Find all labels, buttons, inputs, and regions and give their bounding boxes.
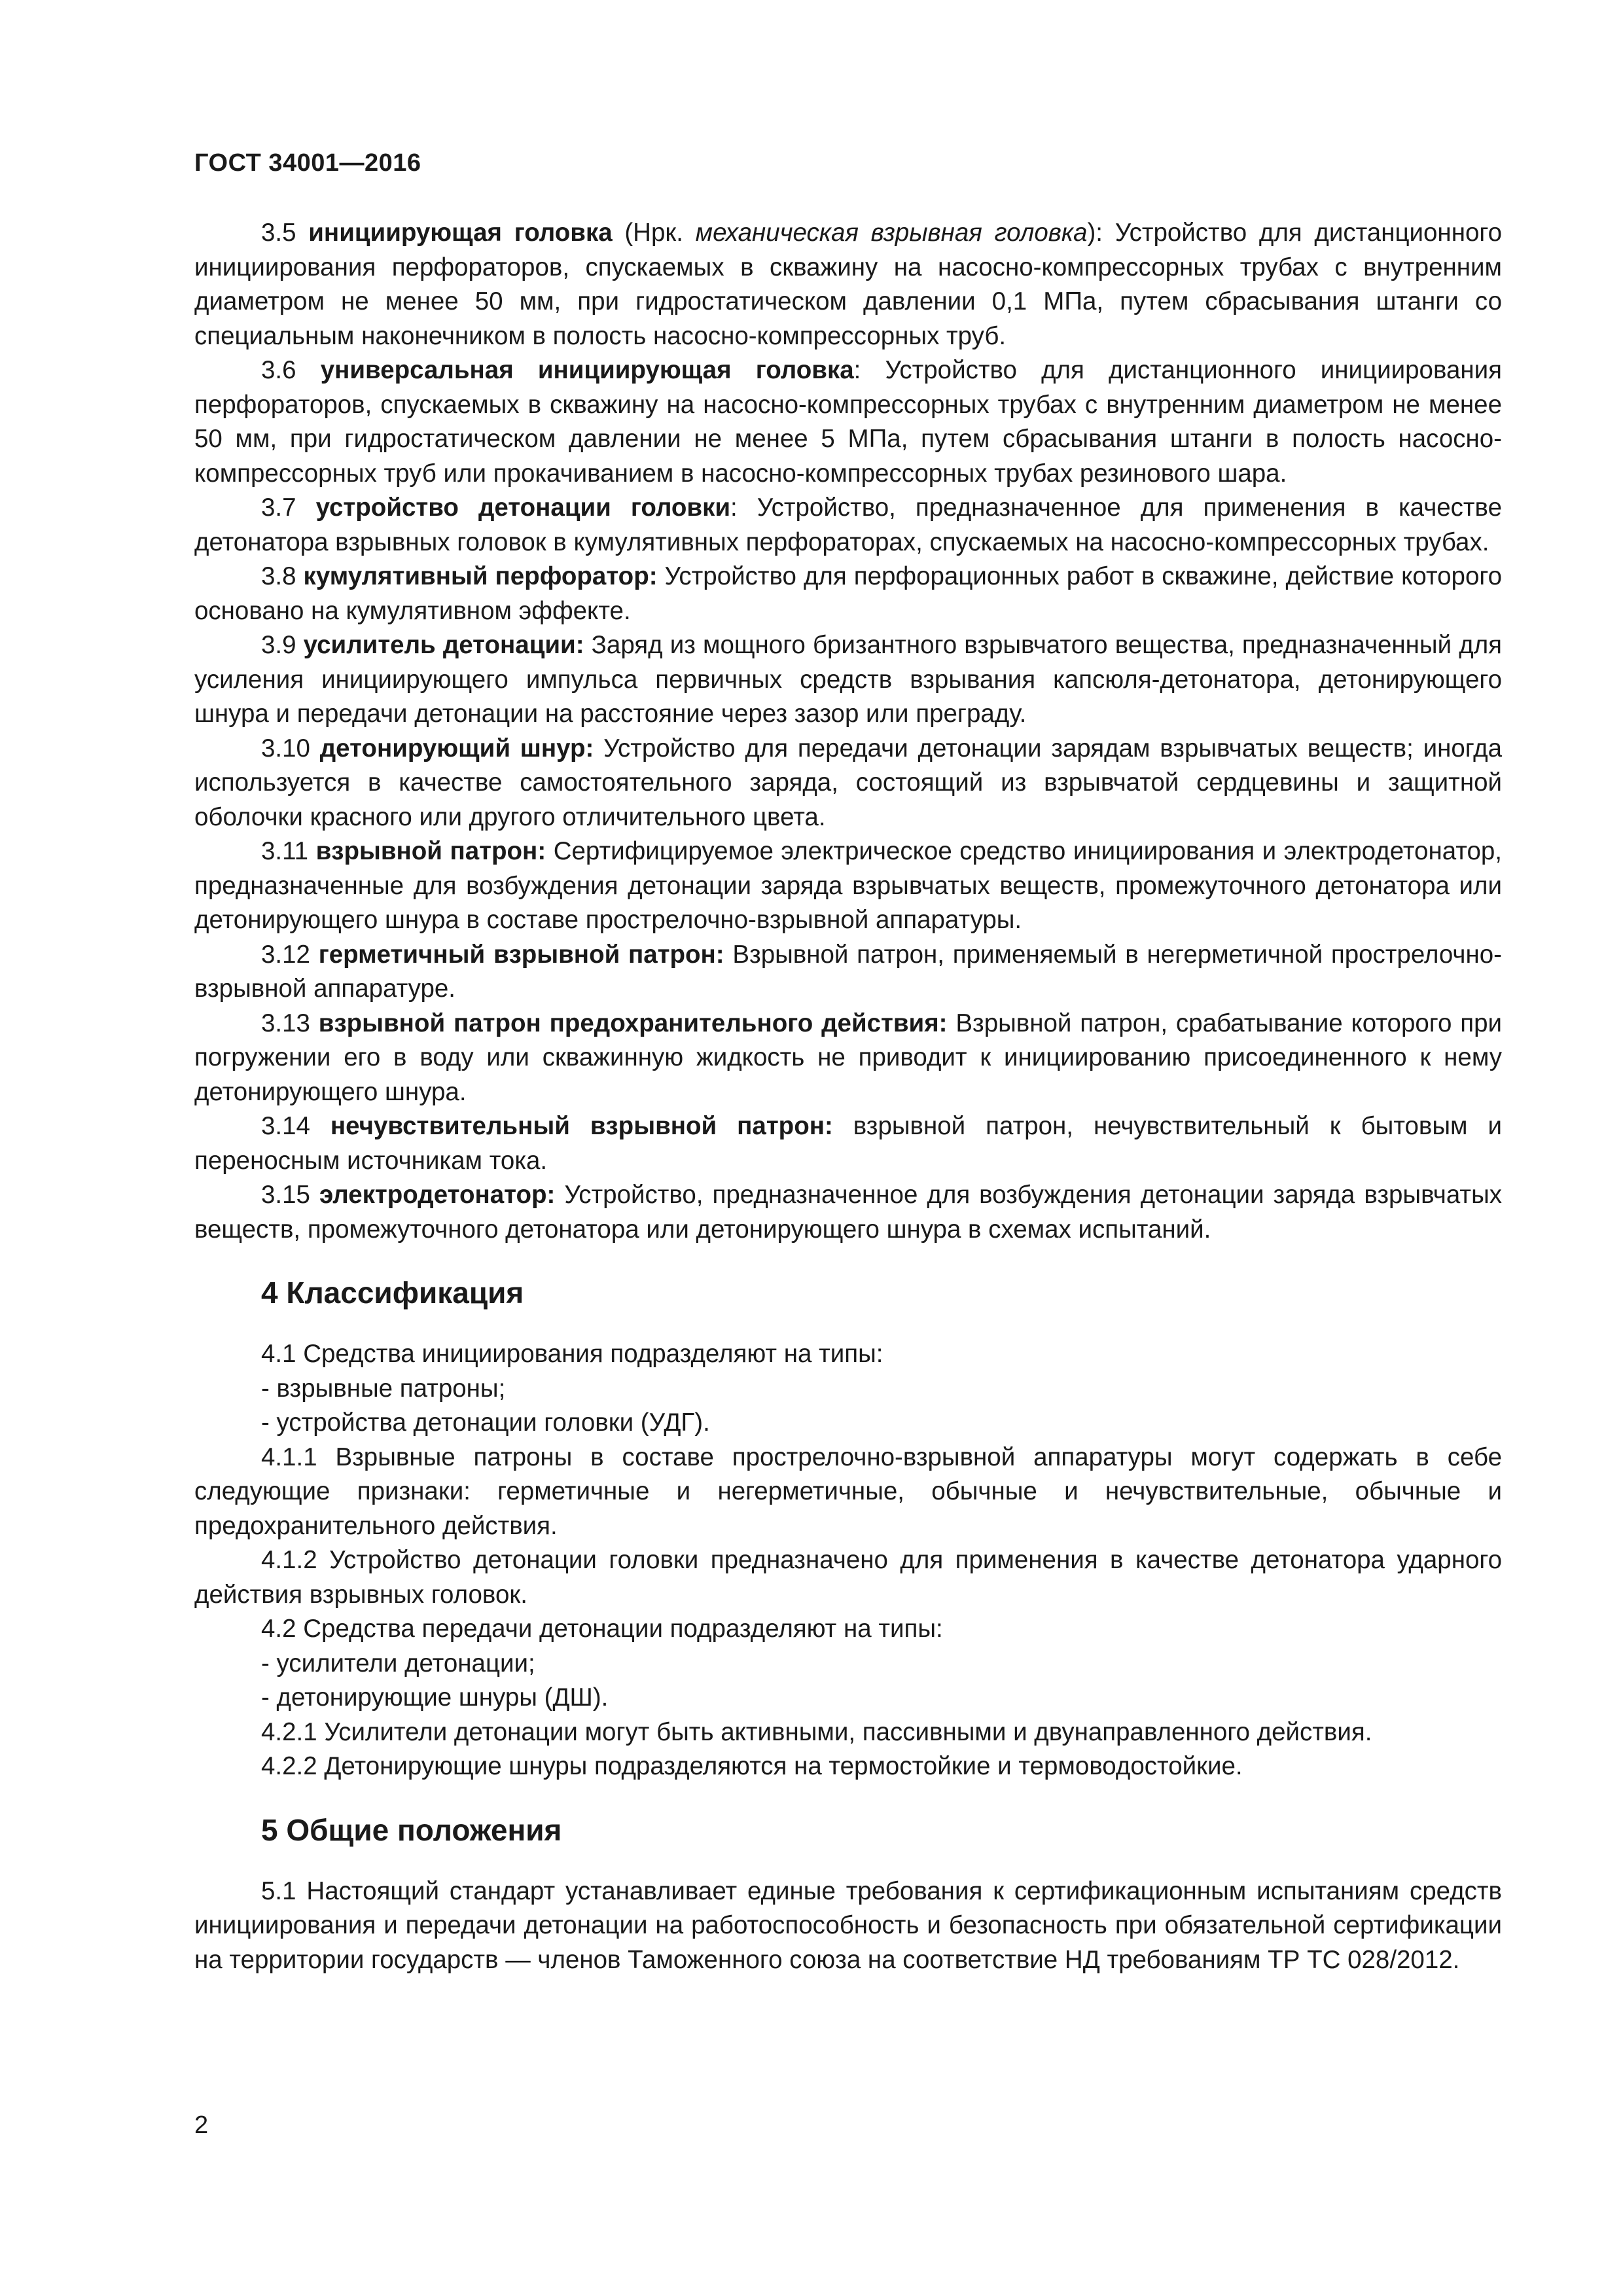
definition: взрывной патрон, нечувствительный к бытовым и переносным источникам тока. (194, 1112, 1503, 1175)
term: нечувствительный взрывной патрон: (330, 1112, 833, 1140)
clause-number: 3.7 (261, 493, 296, 522)
term: универсальная инициирующая головка (320, 356, 854, 384)
page-number: 2 (194, 2111, 209, 2139)
definition: : Устройство для дистанционного инициирования перфораторов, спускаемых в скважину на насосно-компрессорных трубах с внутренним диаметром не менее 50 мм, при гидростатическом давлении не менее 5 МПа, путем сбрасывания штанги в полость насосно-компрессорных труб или прокачиванием в насосно-компрессорных трубах резинового шара. (194, 356, 1502, 488)
clause-4-2: 4.2 Средства передачи детонации подразделяют на типы: (261, 1615, 943, 1643)
list-item: - взрывные патроны; (261, 1374, 506, 1403)
clause-4-1: 4.1 Средства инициирования подразделяют на типы: (261, 1340, 883, 1368)
section-4-heading: 4 Классификация (261, 1276, 524, 1310)
document-body (194, 216, 1502, 1977)
clause-3-15 (194, 1178, 1502, 1247)
clause-number: 3.8 (261, 562, 296, 590)
document-code: ГОСТ 34001—2016 (194, 149, 421, 177)
term: электродетонатор: (319, 1181, 556, 1209)
definition: Заряд из мощного бризантного взрывчатого вещества, предназначенный для усиления инициирующего импульса первичных средств взрывания капсюля-детонатора, детонирующего шнура и передачи детонации на расстояние через зазор или преграду. (194, 631, 1503, 728)
clause-4-2-1: 4.2.1 Усилители детонации могут быть активными, пассивными и двунаправленного действия. (261, 1717, 1372, 1746)
clause-number: 3.11 (261, 837, 309, 865)
clause-3-13 (194, 1007, 1502, 1110)
clause-3-14 (194, 1109, 1502, 1178)
term: взрывной патрон: (315, 837, 546, 865)
clause-number: 3.14 (261, 1112, 310, 1140)
definition: ): Устройство для дистанционного инициирования перфораторов, спускаемых в скважину на насосно-компрессорных трубах с внутренним диаметром не менее 50 мм, при гидростатическом давлении 0,1 МПа, путем сбрасывания штанги со специальным наконечником в полость насосно-компрессорных труб. (194, 219, 1502, 350)
definition: Устройство для перфорационных работ в скважине, действие которого основано на кумулятивном эффекте. (194, 562, 1502, 625)
term-note-prefix: (Нрк. (624, 219, 683, 247)
definition: : Устройство, предназначенное для применения в качестве детонатора взрывных головок в кумулятивных перфораторах, спускаемых на насосно-компрессорных трубах. (194, 493, 1502, 556)
definition: Взрывной патрон, применяемый в негерметичной прострелочно-взрывной аппаратуре. (194, 940, 1502, 1003)
clause-number: 3.15 (261, 1181, 310, 1209)
clause-number: 3.10 (261, 734, 310, 762)
term: усилитель детонации: (303, 631, 584, 659)
clause-3-10 (194, 732, 1502, 835)
clause-number: 3.5 (261, 219, 296, 247)
clause-number: 3.13 (261, 1009, 310, 1037)
clause-3-11 (194, 834, 1502, 938)
clause-3-7 (194, 491, 1502, 560)
definition: Устройство, предназначенное для возбуждения детонации заряда взрывчатых веществ, промежуточного детонатора или детонирующего шнура в схемах испытаний. (194, 1181, 1502, 1244)
clause-3-6 (194, 353, 1502, 491)
term: взрывной патрон предохранительного действия: (318, 1009, 948, 1037)
clause-5-1: 5.1 Настоящий стандарт устанавливает единые требования к сертификационным испытаниям средств инициирования и передачи детонации на работоспособность и безопасность при обязательной сертификации на территории государств — членов Таможенного союза на соответствие НД требованиям ТР ТС 028/2012. (194, 1876, 1502, 1974)
term: герметичный взрывной патрон: (318, 940, 724, 969)
clause-number: 3.6 (261, 356, 296, 384)
definition: Взрывной патрон, срабатывание которого при погружении его в воду или скважинную жидкость не приводит к инициированию присоединенного к нему детонирующего шнура. (194, 1009, 1502, 1106)
term-alternative: механическая взрывная головка (695, 219, 1088, 247)
clause-4-2-2: 4.2.2 Детонирующие шнуры подразделяются на термостойкие и термоводостойкие. (261, 1752, 1243, 1780)
term: кумулятивный перфоратор: (303, 562, 658, 590)
term: устройство детонации головки (315, 493, 731, 522)
term: детонирующий шнур: (319, 734, 594, 762)
clause-number: 3.9 (261, 631, 296, 659)
list-item: - детонирующие шнуры (ДШ). (261, 1683, 609, 1712)
list-item: - устройства детонации головки (УДГ). (261, 1408, 710, 1437)
clause-4-1-2: 4.1.2 Устройство детонации головки предназначено для применения в качестве детонатора ударного действия взрывных головок. (194, 1546, 1502, 1609)
clause-3-5 (194, 216, 1502, 353)
definition: Сертифицируемое электрическое средство инициирования и электродетонатор, предназначенные для возбуждения детонации заряда взрывчатых веществ, промежуточного детонатора или детонирующего шнура в составе прострелочно-взрывной аппаратуры. (194, 837, 1502, 934)
clause-3-8 (194, 560, 1502, 628)
term: инициирующая головка (308, 219, 613, 247)
section-5-heading: 5 Общие положения (261, 1812, 562, 1847)
clause-number: 3.12 (261, 940, 310, 969)
clause-3-12 (194, 938, 1502, 1007)
definition: Устройство для передачи детонации зарядам взрывчатых веществ; иногда используется в качестве самостоятельного заряда, состоящий из взрывчатой сердцевины и защитной оболочки красного или другого отличительного цвета. (194, 734, 1502, 831)
clause-3-9 (194, 628, 1502, 732)
clause-4-1-1: 4.1.1 Взрывные патроны в составе прострелочно-взрывной аппаратуры могут содержать в себе следующие признаки: герметичные и негерметичные, обычные и нечувствительные, обычные и предохранительного действия. (194, 1443, 1502, 1540)
list-item: - усилители детонации; (261, 1649, 535, 1677)
